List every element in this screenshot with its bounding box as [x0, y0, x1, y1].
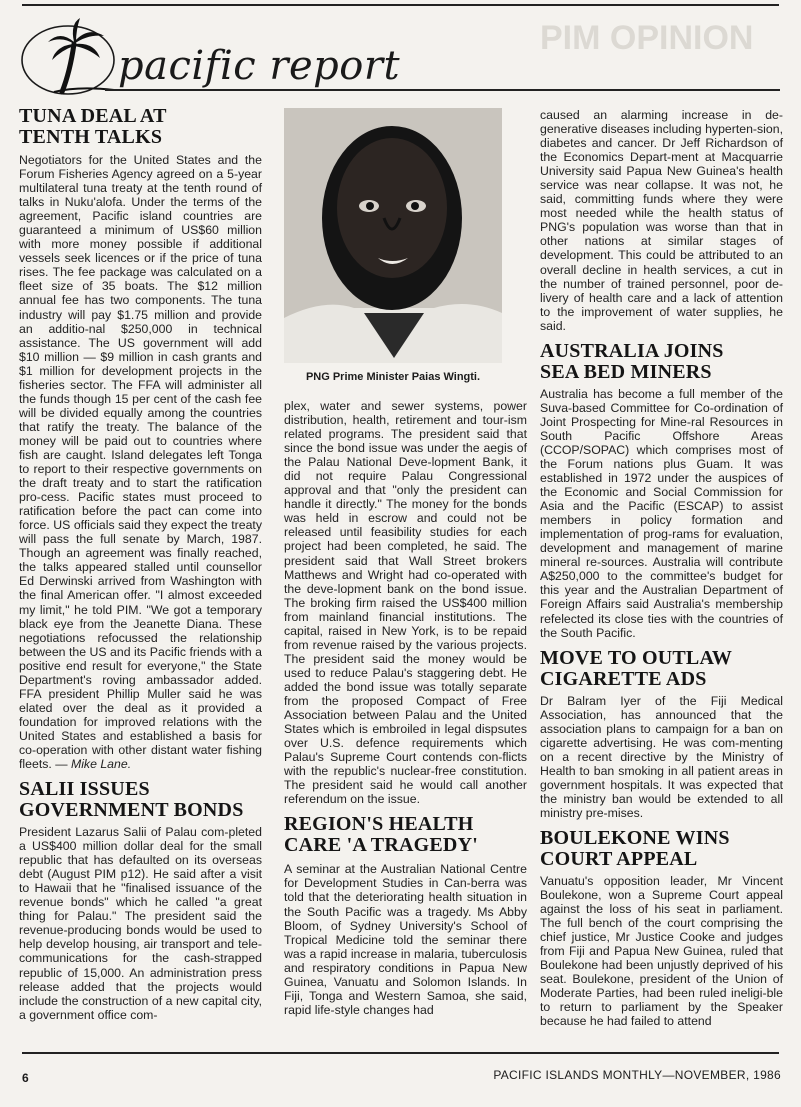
- portrait-photo: [284, 108, 502, 363]
- article-body-salii-1: President Lazarus Salii of Palau com-pleted a US$400 million dollar deal for the small republic that has defaulted on its overseas debt (August PIM p12). He said after a visit to Hawaii that he "finalised issuance of the revenue bonds" which he called "a great thing for Palau." The president said the revenue-producing bonds would be used to help develop housing, air transport and tele-communications for the cash-strapped republic of 15,000. An administration press release added that the projects would include the construction of a new capital city, a government office com-: [19, 825, 262, 1022]
- headline-cigarette: MOVE TO OUTLAW CIGARETTE ADS: [540, 646, 732, 690]
- article-body-salii-2: plex, water and sewer systems, power distribution, health, retirement and tour-ism related programs. The president said that since the bond issue was under the aegis of the Palau National Deve-lopment Bank, it did not require Palau Congressional approval and that "only the president can handle it directly." The money for the bonds was held in escrow and could not be released until feasibility studies for each project had been completed, he said. The president said that Wall Street brokers Matthews and Wright had co-operated with the deve-lopment bank on the bond issue. The broking firm raised the US$400 million from mainland financial institutions. The capital, raised in New York, is to be repaid from revenue raised by the various projects. The president said the money would be used to reduce Palau's staggering debt. He added the bond issue was totally separate from the proposed Compact of Free Association between Palau and the United States which is embroiled in legal dispsutes over U.S. defence requirements which Palau's Supreme Court contends con-flicts with the republic's nuclear-free constitution. The president said he would call another referendum on the issue.: [284, 399, 527, 807]
- article-body-boulekone: Vanuatu's opposition leader, Mr Vincent Boulekone, won a Supreme Court appeal against the loss of his seat in parliament. The full bench of the court comprising the chief justice, Mr Justice Cooke and judges from Fiji and Papua New Guinea, ruled that Boulekone had been unjustly deprived of his seat. Boulekone, president of the Union of Moderate Parties, had been ruled ineligi-ble to return to parliament by the Speaker because he had failed to attend: [540, 874, 783, 1029]
- section-logo: [18, 12, 128, 100]
- headline-seabed: AUSTRALIA JOINS SEA BED MINERS: [540, 339, 724, 383]
- article-body-seabed: Australia has become a full member of the Suva-based Committee for Co-ordination of Joint Prospecting for Mine-ral Resources in South Pacific Offshore Areas (CCOP/SOPAC) which comprises most of the Forum nations plus Guam. It was established in 1972 under the auspices of the Economic and Social Commission for Asia and the Pacific (ESCAP) to assist members in policy formation and implementation of prog-rams for evaluation, development and management of marine mineral re-sources. Australia will contribute A$250,000 to the committee's budget for this year and the Australian Department of Foreign Affairs said Australia's membership refelected its close ties with the countries of the South Pacific.: [540, 386, 783, 640]
- headline-tuna: TUNA DEAL AT TENTH TALKS: [19, 105, 167, 148]
- headline-salii: SALII ISSUES GOVERNMENT BONDS: [19, 778, 244, 822]
- top-rule: [22, 4, 779, 6]
- page-number: 6: [22, 1071, 29, 1085]
- column-right: [540, 108, 783, 1029]
- headline-boulekone: BOULEKONE WINS COURT APPEAL: [540, 827, 730, 871]
- article-body-tuna: [19, 153, 262, 771]
- byline-tuna: Mike Lane.: [70, 757, 132, 772]
- headline-health: REGION'S HEALTH CARE 'A TRAGEDY': [284, 813, 478, 857]
- footer-rule: [22, 1052, 779, 1054]
- watermark-text: PIM OPINION: [540, 20, 754, 57]
- palm-tree-icon: [18, 12, 128, 100]
- column-middle: [284, 399, 527, 1017]
- article-body-health-1: A seminar at the Australian National Centre for Development Studies in Can-berra was told that the deteriorating health situation in the South Pacific was a tragedy. Ms Abby Bloom, of Sydney University's School of Tropical Medicine told the seminar there was a rapid increase in malaria, tuberculosis and respiratory conditions in Papua New Guinea, Vanuatu and Solomon Islands. In Fiji, Tonga and Western Samoa, she said, rapid life-style changes had: [284, 862, 527, 1017]
- section-title: pacific report: [118, 43, 401, 89]
- column-left: [19, 106, 262, 1022]
- magazine-issue: PACIFIC ISLANDS MONTHLY—NOVEMBER, 1986: [493, 1068, 781, 1082]
- article-body-health-2: caused an alarming increase in de-generative diseases including hyperten-sion, diabetes and cancer. Dr Jeff Richardson of the Economics Depart-ment at Macquarrie University said Papua New Guinea's health service was near collapse. It was not, he said, committing funds where they were most needed while the health status of PNG's population was worse than that in other nations at similar stages of development. This could be attributed to an overall decline in health services, a cut in the number of trained personnel, poor de-livery of health care and a lack of attention to the improvement of water supplies, he said.: [540, 108, 783, 333]
- header-underline: [105, 89, 780, 91]
- article-text-tuna: Negotiators for the United States and the Forum Fisheries Agency agreed on a 5-year multilateral tuna treaty at the tenth round of talks in Nuku'alofa. Under the terms of the agreement, Pacific island countries are guaranteed a minimum of US$60 million with more money possible if additional vessels seek licences or if the price of tuna rises. The fee package was calculated on a fleet size of 35 boats. The $12 million annual fee has two components. The tuna industry will pay $1.75 million and provide an additio-nal $250,000 in technical assistance. The US government will add $10 million — $9 million in cash grants and $1 million for development projects in the fisheries sector. The FFA will administer all the funds though 15 per cent of the cash fee will be divided equally among the countries that ratify the treaty. The balance of the money will be paid out to countries where fish are caught. Island delegates left Tonga to report to their respective governments on the draft treaty and to start the ratification pro-cess. Pacific states must proceed to ratification before the pact can come into force. US officials said they expect the treaty will pass the full senate by March, 1987. Though an agreement was finally reached, the talks appeared stalled until counsellor Ed Derwinski arrived from Washington with the final American offer. "I almost exceeded my limit," he told PIM. "We got a temporary black eye from the Jeanette Diana. These negotiations refocussed the relationship between the US and its Pacific friends with a positive end result for everyone," the State Department's roving ambassador added. FFA president Phillip Muller said he was elated over the deal as it provided a foundation for improved relations with the United States and established a basis for co-operation with other distant water fishing fleets. —: [19, 153, 262, 772]
- photo-caption: PNG Prime Minister Paias Wingti.: [305, 371, 481, 383]
- article-body-cigarette: Dr Balram Iyer of the Fiji Medical Association, has announced that the association plans to campaign for a ban on cigarette advertising. He was com-menting on a recent directive by the Ministry of Health to ban smoking in all patient areas in government hospitals. It was expected that the ministry ban would be extended to all ministry pre-mises.: [540, 693, 783, 820]
